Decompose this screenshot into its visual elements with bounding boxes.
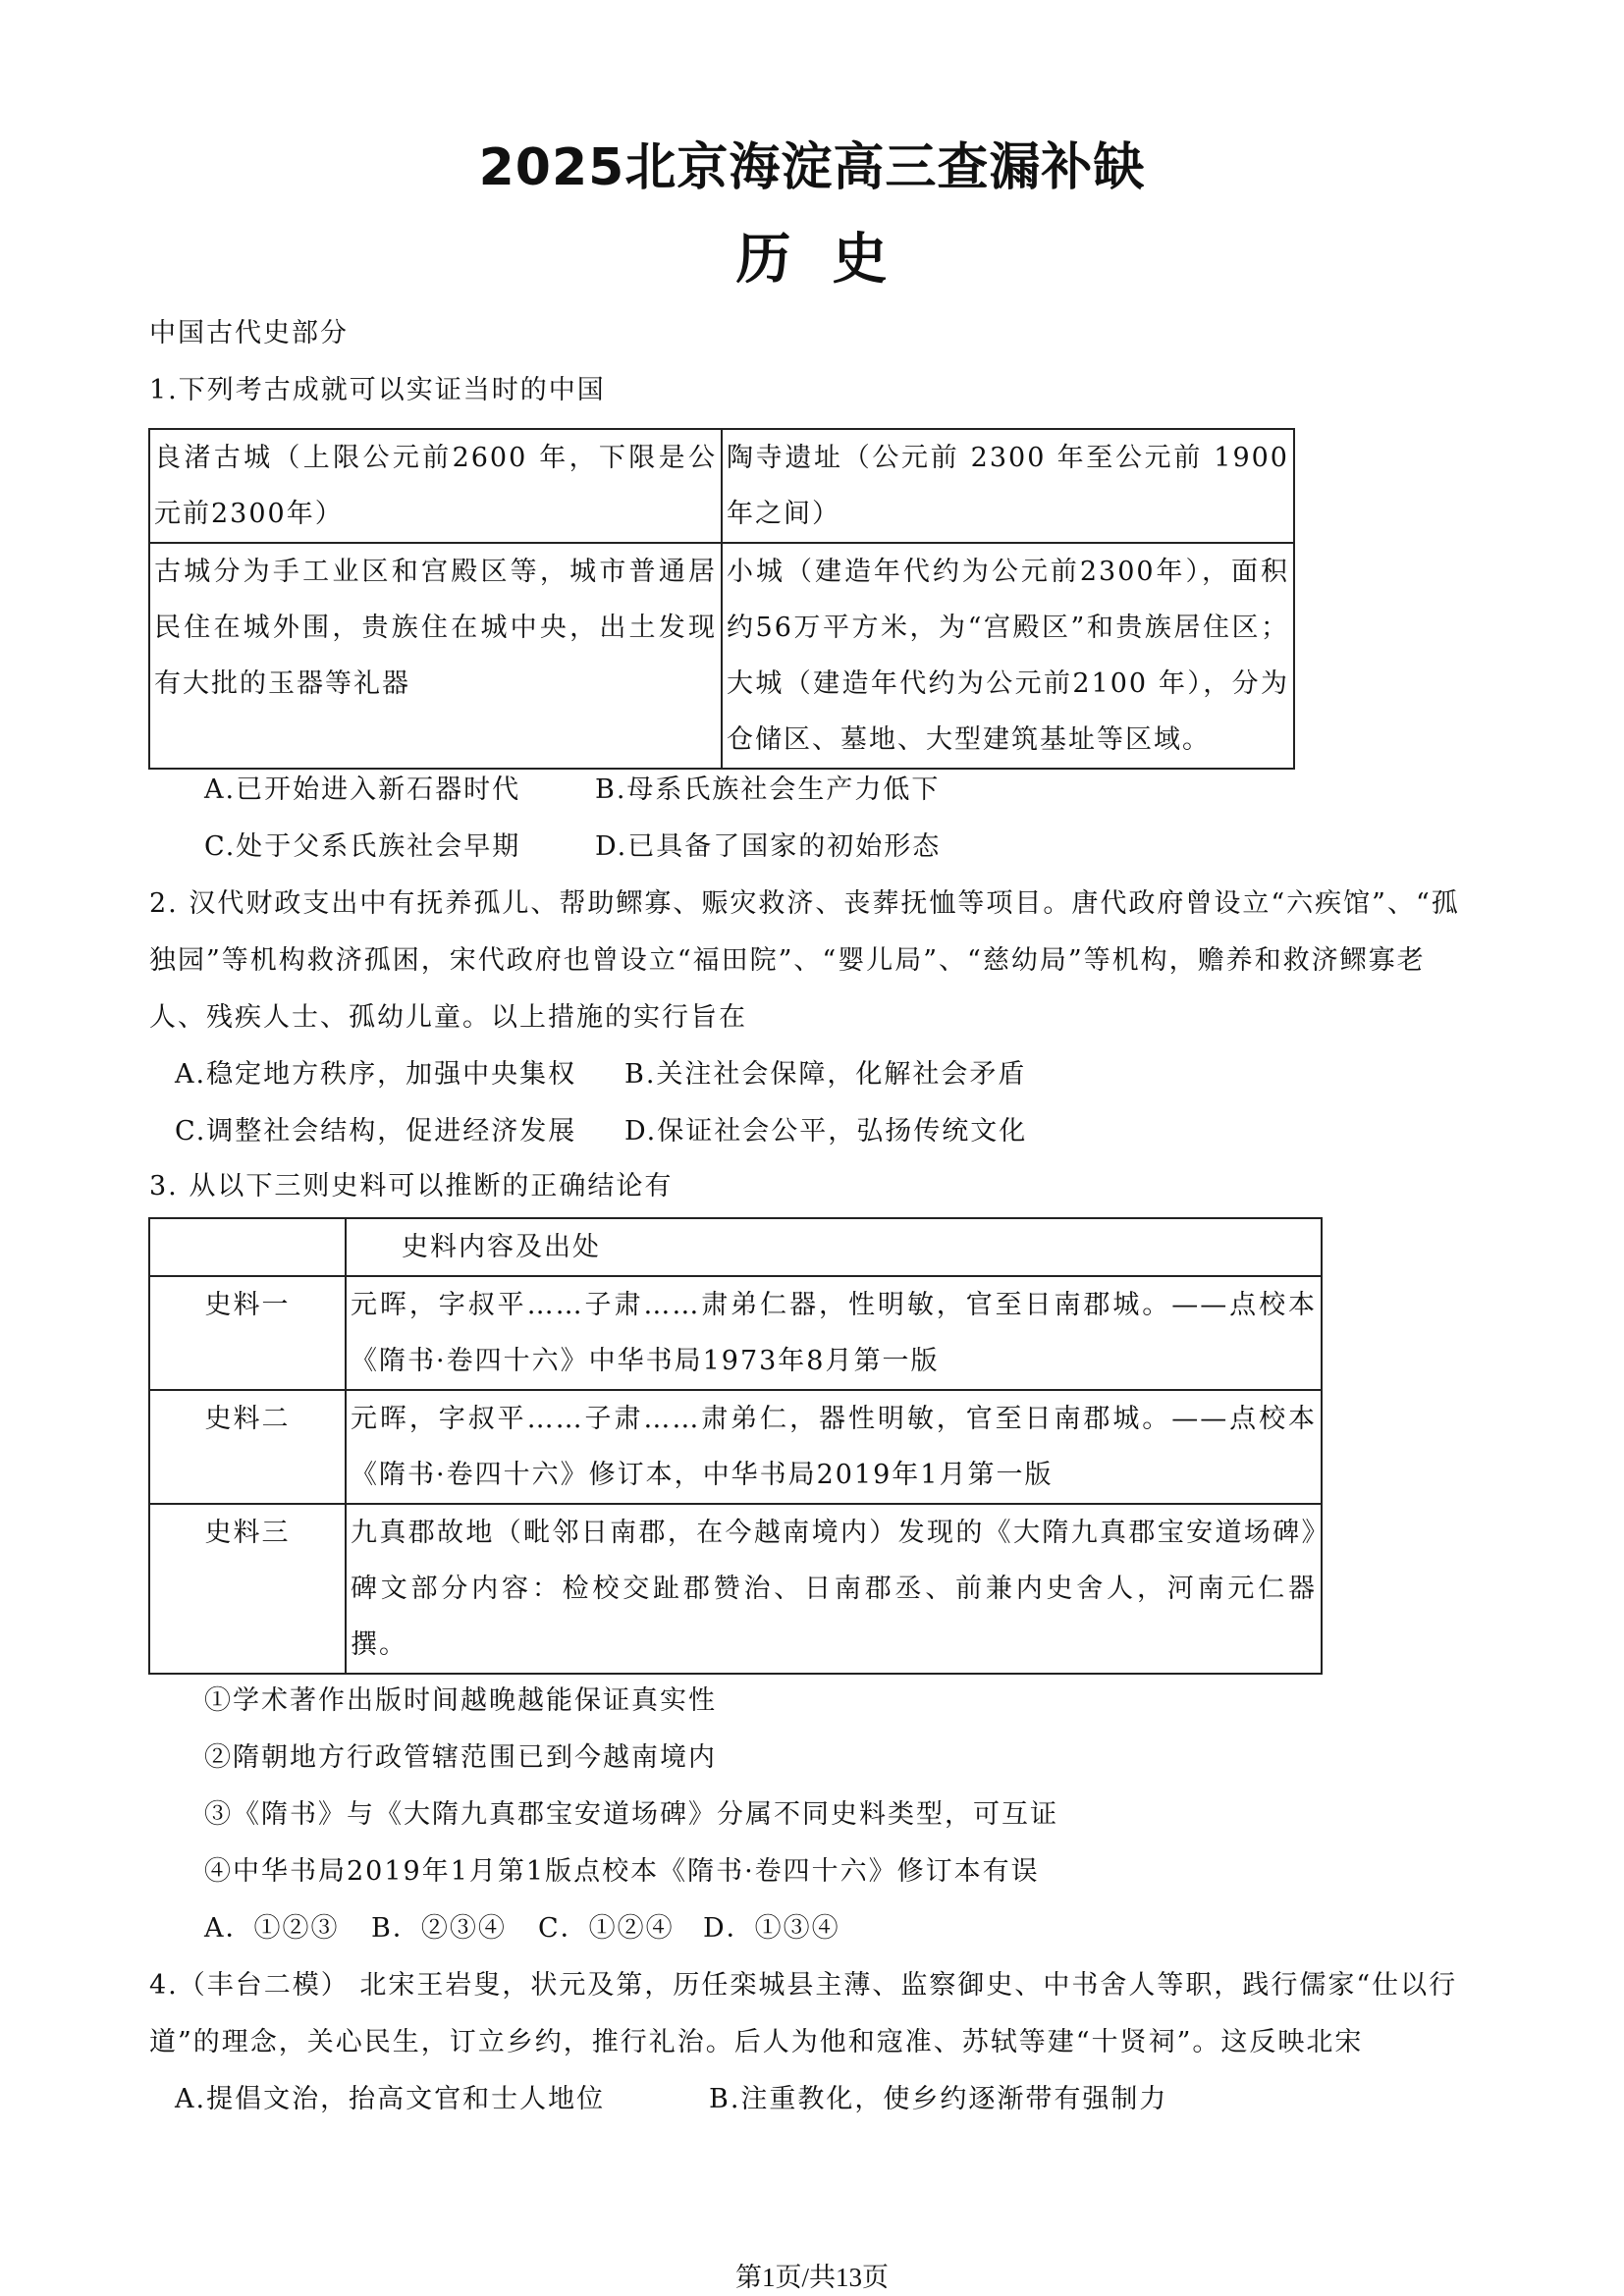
q2-stem-line: 人、残疾人士、孤幼儿童。以上措施的实行旨在 [149, 1002, 747, 1033]
q3-row-label: 史料二 [149, 1390, 346, 1504]
q1-option-a: A.已开始进入新石器时代 [204, 774, 521, 805]
q3-row-content: 九真郡故地（毗邻日南郡，在今越南境内）发现的《大隋九真郡宝安道场碑》碑文部分内容：检校交趾郡赞治、日南郡丞、前兼内史舍人，河南元仁器撰。 [346, 1504, 1322, 1674]
q3-row-label: 史料三 [149, 1504, 346, 1674]
q3-statement: ③《隋书》与《大隋九真郡宝安道场碑》分属不同史料类型，可互证 [204, 1799, 1058, 1830]
q2-option-a: A.稳定地方秩序，加强中央集权 [175, 1059, 577, 1090]
q1-table-head-right: 陶寺遗址（公元前 2300 年至公元前 1900 年之间） [722, 429, 1294, 543]
q1-table [148, 428, 1295, 770]
q2-option-d: D.保证社会公平，弘扬传统文化 [624, 1116, 1028, 1147]
page-footer: 第1页/共13页 [734, 2263, 889, 2292]
q2-stem-line: 独园”等机构救济孤困，宋代政府也曾设立“福田院”、“婴儿局”、“慈幼局”等机构，赡养和救济鳏寡老 [149, 945, 1426, 976]
q3-statement: ④中华书局2019年1月第1版点校本《隋书·卷四十六》修订本有误 [204, 1856, 1040, 1887]
q3-table-header: 史料内容及出处 [346, 1218, 1322, 1276]
q4-option-b: B.注重教化，使乡约逐渐带有强制力 [709, 2084, 1168, 2114]
q3-option-c: C．①②④ [538, 1913, 675, 1944]
q2-option-c: C.调整社会结构，促进经济发展 [175, 1116, 577, 1147]
q3-row-label: 史料一 [149, 1276, 346, 1390]
q4-stem-line: 4.（丰台二模） 北宋王岩叟，状元及第，历任栾城县主薄、监察御史、中书舍人等职，践行儒家“仕以行 [149, 1970, 1458, 2001]
q2-stem-line: 2. 汉代财政支出中有抚养孤儿、帮助鳏寡、赈灾救济、丧葬抚恤等项目。唐代政府曾设立“六疾馆”、“孤 [149, 888, 1460, 919]
q2-option-b: B.关注社会保障，化解社会矛盾 [624, 1059, 1027, 1090]
q3-option-d: D．①③④ [703, 1913, 840, 1944]
document-title: 2025北京海淀高三查漏补缺 [478, 138, 1146, 197]
q3-table-corner [149, 1218, 346, 1276]
q1-option-b: B.母系氏族社会生产力低下 [595, 774, 941, 805]
q1-table-head-left: 良渚古城（上限公元前2600 年，下限是公元前2300年） [149, 429, 722, 543]
q3-row-content: 元晖，字叔平……子肃……肃弟仁器，性明敏，官至日南郡城。——点校本《隋书·卷四十六》中华书局1973年8月第一版 [346, 1276, 1322, 1390]
q4-stem-line: 道”的理念，关心民生，订立乡约，推行礼治。后人为他和寇准、苏轼等建“十贤祠”。这反映北宋 [149, 2027, 1364, 2057]
q3-statement: ②隋朝地方行政管辖范围已到今越南境内 [204, 1742, 717, 1773]
q1-table-body-left: 古城分为手工业区和宫殿区等，城市普通居民住在城外围，贵族住在城中央，出土发现有大批的玉器等礼器 [149, 543, 722, 769]
q3-option-b: B．②③④ [371, 1913, 507, 1944]
q4-option-a: A.提倡文治，抬高文官和士人地位 [175, 2084, 606, 2114]
q1-table-body-right: 小城（建造年代约为公元前2300年），面积约56万平方米，为“宫殿区”和贵族居住区；大城（建造年代约为公元前2100 年），分为仓储区、墓地、大型建筑基址等区域。 [722, 543, 1294, 769]
q3-stem: 3. 从以下三则史料可以推断的正确结论有 [149, 1171, 674, 1201]
q3-table [148, 1217, 1323, 1675]
section-heading: 中国古代史部分 [149, 318, 349, 348]
q3-statement: ①学术著作出版时间越晚越能保证真实性 [204, 1685, 717, 1716]
q1-stem: 1.下列考古成就可以实证当时的中国 [149, 375, 606, 405]
q3-option-a: A．①②③ [204, 1913, 340, 1944]
q1-option-c: C.处于父系氏族社会早期 [204, 831, 521, 862]
subject-title: 历 史 [735, 228, 889, 292]
q1-option-d: D.已具备了国家的初始形态 [595, 831, 942, 862]
q3-row-content: 元晖，字叔平……子肃……肃弟仁，器性明敏，官至日南郡城。——点校本《隋书·卷四十六》修订本，中华书局2019年1月第一版 [346, 1390, 1322, 1504]
